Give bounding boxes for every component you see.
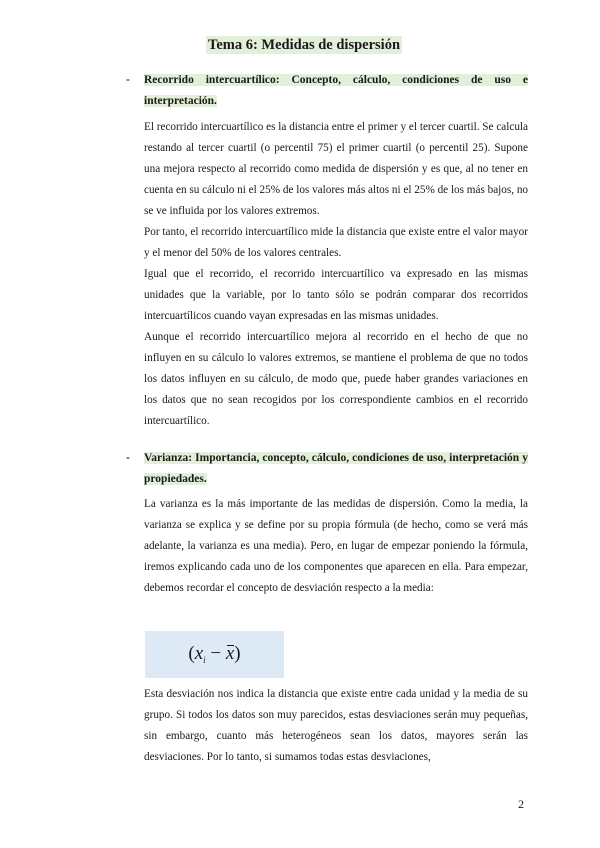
page-title: Tema 6: Medidas de dispersión	[208, 37, 401, 53]
bullet-dash: -	[126, 74, 130, 86]
formula-mean: x	[225, 643, 235, 664]
deviation-formula	[188, 644, 240, 665]
section-heading-text: Recorrido intercuartílico: Concepto, cálculo, condiciones de uso e interpretación.	[144, 74, 528, 107]
paragraph: Aunque el recorrido intercuartílico mejora al recorrido en el hecho de que no influyen en su cálculo lo valores extremos, se mantiene el problema de que no todos los datos influyen en su cálculo, de modo que, puede haber grandes variaciones en los datos que no sean recogidos por los correspondiente cambios en el recorrido intercuartílico.	[144, 331, 528, 427]
formula-variable: x	[194, 643, 204, 664]
paragraph: Igual que el recorrido, el recorrido intercuartílico va expresado en las mismas unidades que la variable, por lo tanto sólo se podrán comparar dos recorridos intercuartílicos cuando vayan expresadas en las mismas unidades.	[144, 268, 528, 322]
section-body-recorrido	[144, 117, 528, 432]
page-number: 2	[518, 797, 524, 811]
formula-close-paren: )	[234, 643, 241, 664]
formula-open-paren: (	[188, 643, 195, 664]
paragraph: El recorrido intercuartílico es la distancia entre el primer y el tercer cuartil. Se calcula restando al tercer cuartil (o percentil 75) el primer cuartil (o percentil 25). Supone una mejora respecto al recorrido como medida de dispersión y es que, al no tener en cuenta en su cálculo ni el 25% de los valores más altos ni el 25% de los más bajos, no se ve influida por los valores extremos.	[144, 121, 529, 217]
paragraph: Por tanto, el recorrido intercuartílico mide la distancia que existe entre el valor mayor y el menor del 50% de los valores centrales.	[144, 226, 528, 259]
section-heading-recorrido	[126, 70, 528, 112]
section-heading-varianza	[126, 448, 528, 490]
paragraph: Esta desviación nos indica la distancia que existe entre cada unidad y la media de su grupo. Si todos los datos son muy parecidos, estas desviaciones serán muy pequeñas, sin embargo, cuanto más heterogéneos sean los datos, mayores serán las desviaciones. Por lo tanto, si sumamos todas estas desviaciones,	[144, 688, 528, 763]
section-body-varianza-continued	[144, 684, 528, 768]
section-heading-text: Varianza: Importancia, concepto, cálculo, condiciones de uso, interpretación y propiedades.	[144, 452, 528, 485]
section-body-varianza	[144, 494, 528, 599]
bullet-dash: -	[126, 452, 130, 464]
paragraph: La varianza es la más importante de las medidas de dispersión. Como la media, la varianza se explica y se define por su propia fórmula (de hecho, como se verá más adelante, la varianza es una media). Pero, en lugar de empezar poniendo la fórmula, iremos explicando cada uno de los componentes que aparecen en ella. Para empezar, debemos recordar el concepto de desviación respecto a la media:	[144, 498, 528, 594]
formula-subscript: i	[203, 655, 206, 665]
formula-minus: −	[205, 643, 226, 664]
formula-box	[145, 631, 284, 678]
